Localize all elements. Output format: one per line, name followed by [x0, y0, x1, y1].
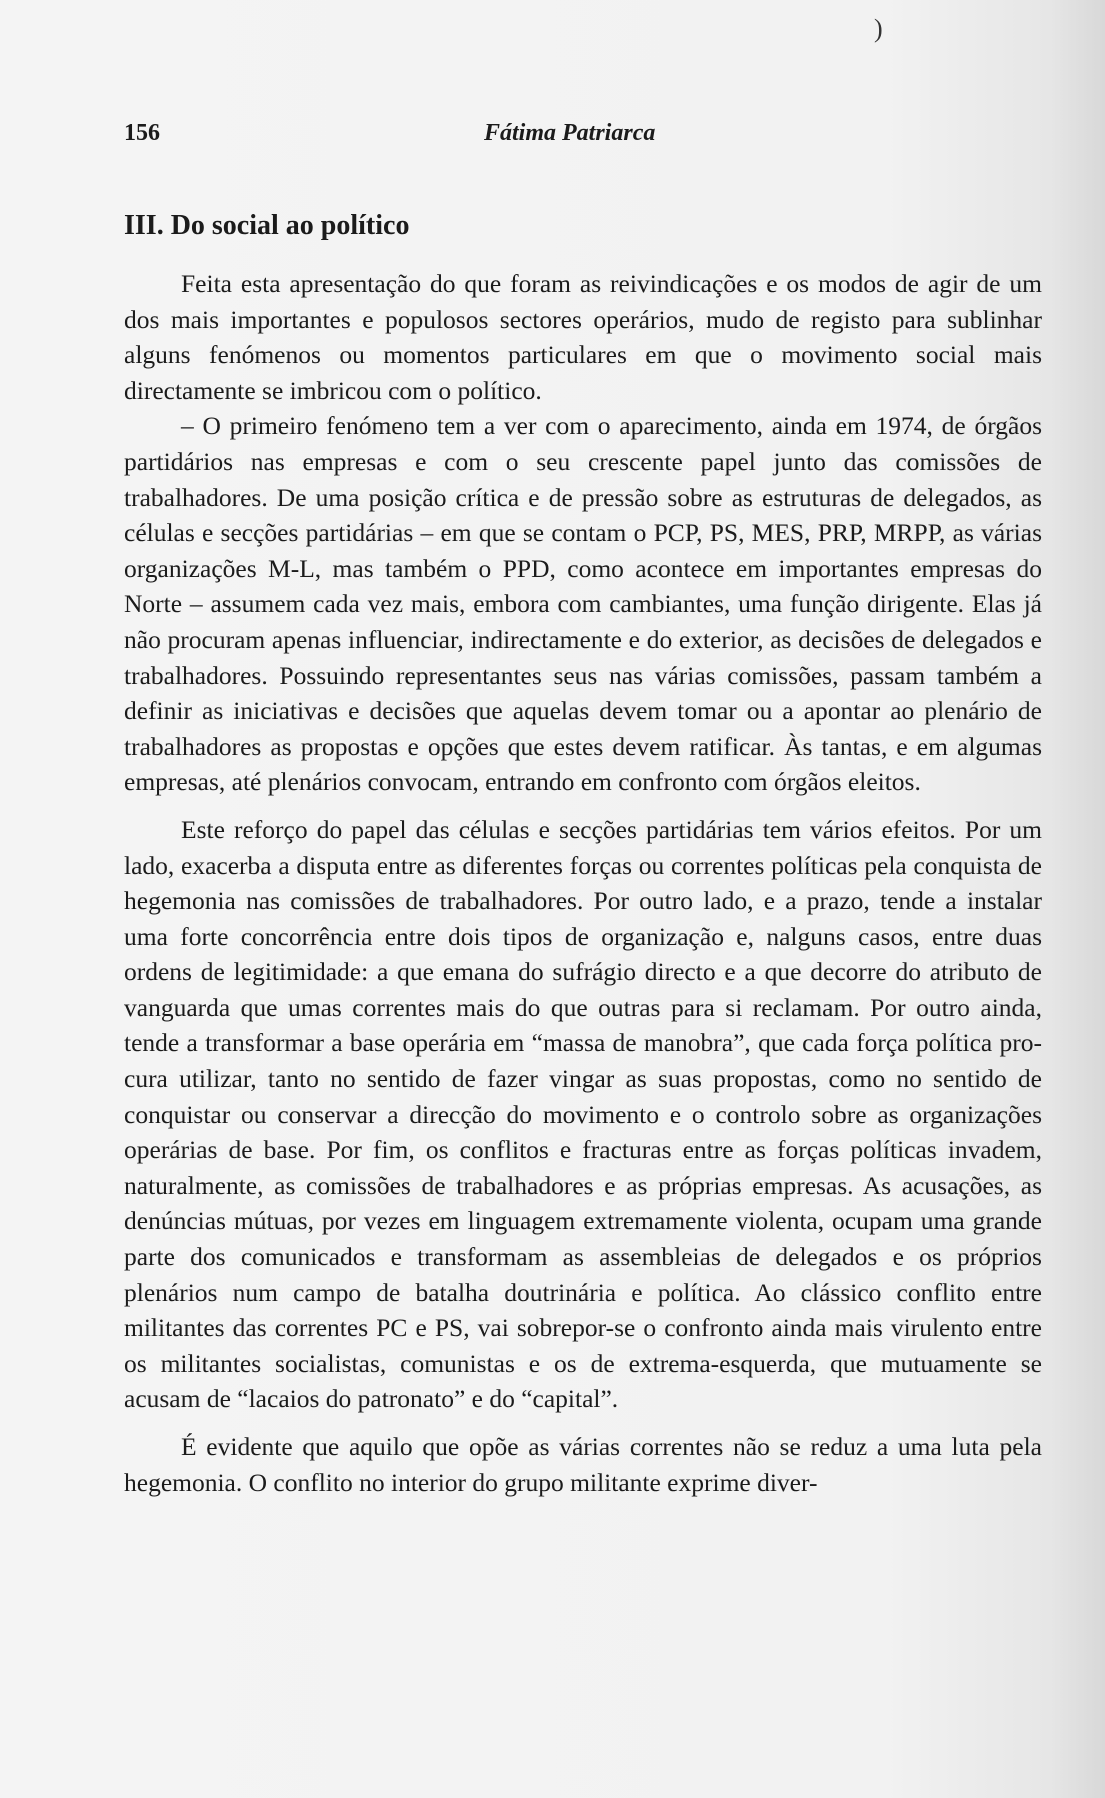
paragraph: Este reforço do papel das células e secções partidárias tem vários efeitos. Por um lado, exacerba a disputa entre as diferentes forças ou correntes políticas pela conquista de hegemonia nas comissões de trabalhadores. Por outro lado, e a prazo, tende a instalar uma forte concorrência entre dois tipos de organização e, nalguns casos, entre duas ordens de legitimidade: a que emana do sufrágio directo e a que decorre do atributo de vanguarda que umas correntes mais do que outras para si reclamam. Por outro ainda, tende a transformar a base operária em “massa de manobra”, que cada força política procura utilizar, tanto no sentido de fazer vingar as suas propostas, como no sentido de conquistar ou conservar a direcção do movimento e o controlo sobre as organizações operárias de base. Por fim, os conflitos e fracturas entre as forças políticas invadem, naturalmente, as comissões de trabalhadores e as próprias empresas. As acusações, as denúncias mútuas, por vezes em linguagem extremamente violenta, ocupam uma grande parte dos comunicados e transformam as assembleias de delegados e os próprios plenários num campo de batalha doutrinária e política. Ao clássico conflito entre militantes das correntes PC e PS, vai sobrepor-se o confronto ainda mais virulento entre os militantes socialistas, comunistas e os de extrema-esquerda, que mutuamente se acusam de “lacaios do patronato” e do “capital”. [124, 814, 1042, 1414]
page-number: 156 [124, 120, 160, 146]
section-heading: III. Do social ao político [124, 210, 410, 241]
running-title: Fátima Patriarca [484, 120, 656, 146]
paragraph: É evidente que aquilo que opõe as várias correntes não se reduz a uma luta pela hegemonia. O conflito no interior do grupo militante exprime diver- [124, 1432, 1042, 1497]
body-text [124, 266, 1042, 1500]
stray-mark: ) [874, 14, 883, 43]
paragraph: Feita esta apresentação do que foram as reivindicações e os modos de agir de um dos mais importantes e populosos sectores operários, mudo de registo para sublinhar alguns fenómenos ou momentos particulares em que o movimento social mais directamente se imbricou com o político. [124, 269, 1042, 405]
page-header [124, 120, 1042, 160]
paragraph: – O primeiro fenómeno tem a ver com o aparecimento, ainda em 1974, de órgãos partidários nas empresas e com o seu crescente papel junto das comissões de trabalhadores. De uma posição crítica e de pressão sobre as estruturas de delegados, as células e secções partidárias – em que se contam o PCP, PS, MES, PRP, MRPP, as várias organizações M-L, mas também o PPD, como acontece em importantes empresas do Norte – assumem cada vez mais, embora com cambiantes, uma função dirigente. Elas já não procuram apenas influenciar, indirectamente e do exterior, as decisões de delegados e trabalhadores. Possuindo representantes seus nas várias comissões, passam também a definir as iniciativas e decisões que aquelas devem tomar ou a apontar ao plenário de trabalhadores as propostas e opções que estes devem ratificar. Às tantas, e em algumas empresas, até plenários convocam, entrando em confronto com órgãos eleitos. [124, 411, 1042, 797]
